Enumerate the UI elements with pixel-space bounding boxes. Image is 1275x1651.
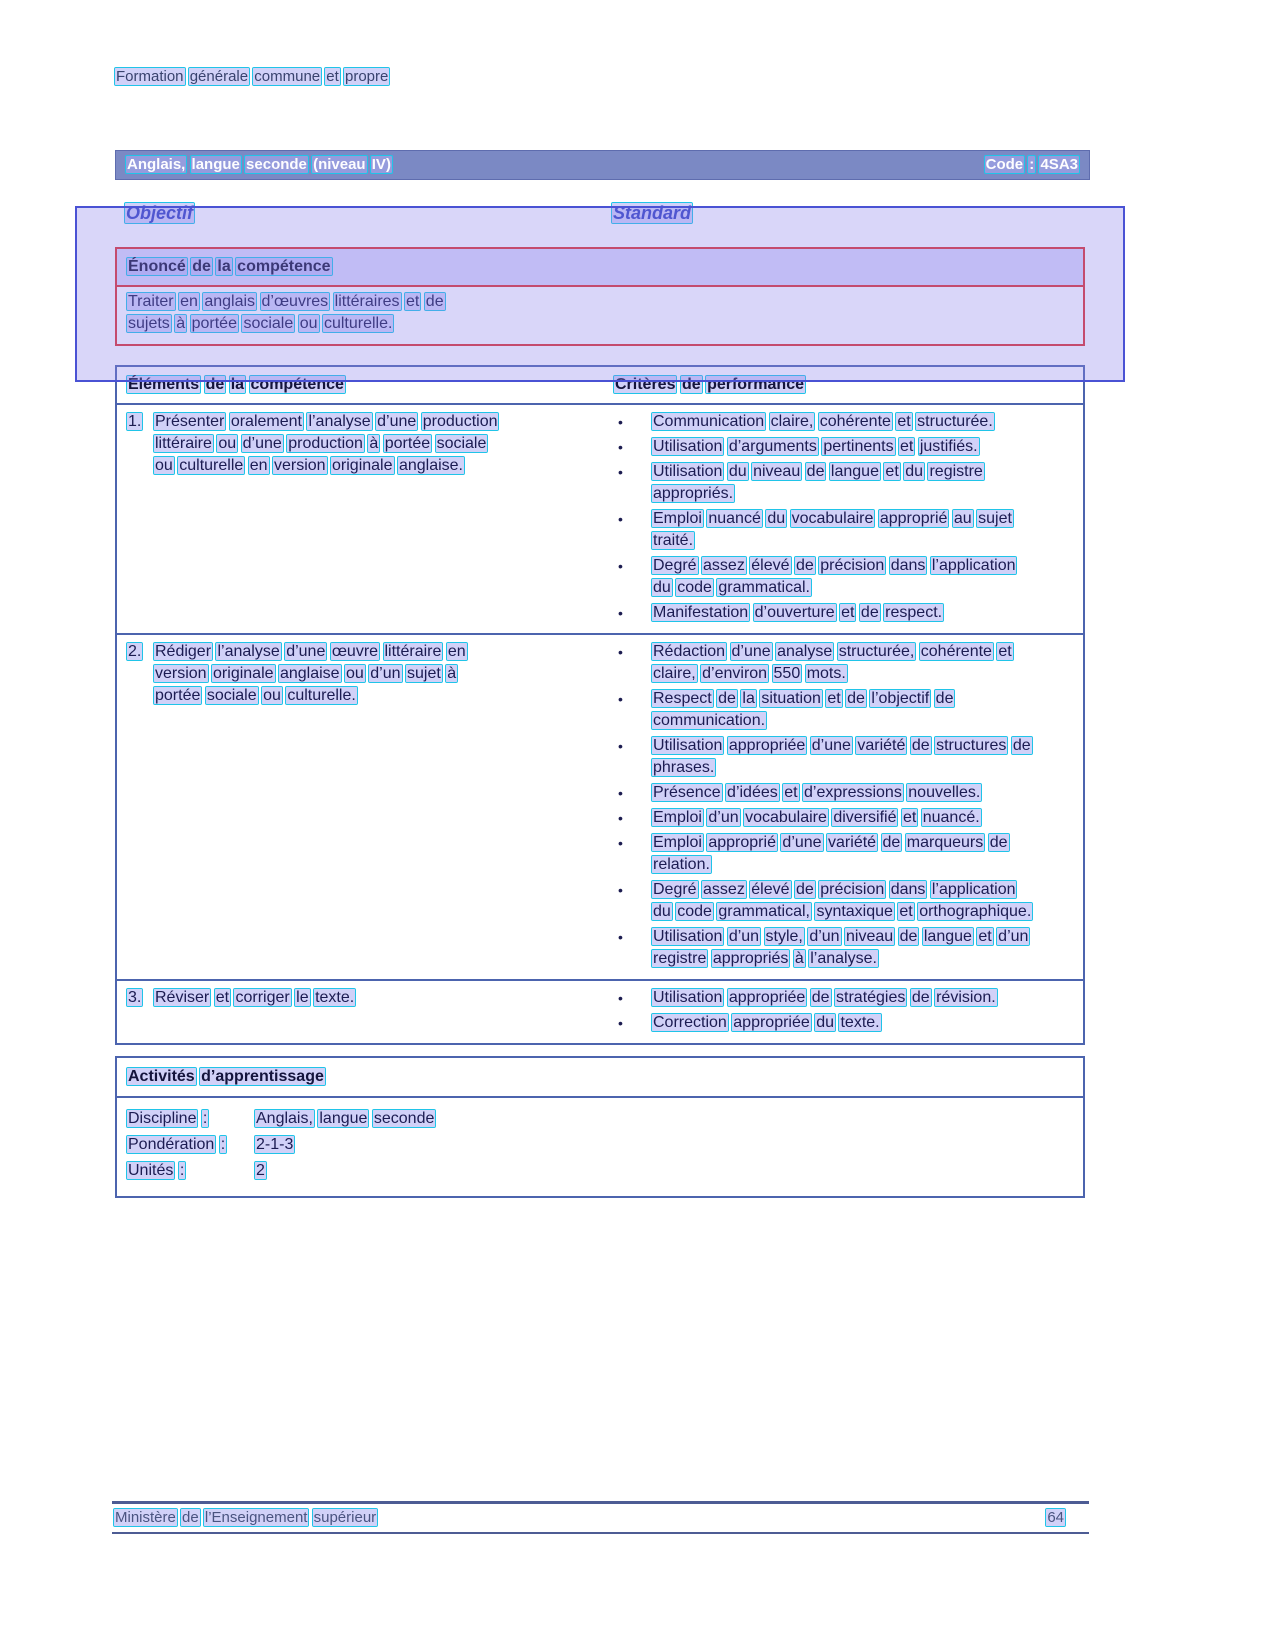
criterion-item	[614, 411, 1083, 433]
elements-header: Éléments de la compétence	[128, 376, 344, 393]
course-title-bar	[115, 150, 1090, 180]
table-row-3	[117, 979, 1083, 1043]
activites-box	[115, 1056, 1085, 1198]
criterion-text: Manifestation d’ouverture et de respect.	[653, 604, 943, 621]
field-value: 2-1-3	[256, 1136, 294, 1153]
table-header-row	[117, 367, 1083, 405]
activites-fields	[117, 1098, 1083, 1196]
bullet-icon: •	[618, 605, 623, 621]
criterion-text: Utilisation appropriée de stratégies de révision.	[653, 989, 996, 1006]
element-cell	[117, 641, 614, 973]
bullet-icon: •	[618, 882, 623, 898]
bullet-icon: •	[618, 738, 623, 754]
criterion-item	[614, 735, 1083, 779]
course-title: Anglais, langue seconde (niveau IV)	[127, 156, 391, 173]
bullet-icon: •	[618, 990, 623, 1006]
page-number: 64	[1047, 1509, 1064, 1526]
bullet-icon: •	[618, 414, 623, 430]
criterion-text: Emploi approprié d’une variété de marqueurs de relation.	[653, 834, 1008, 873]
field-label: Pondération :	[128, 1136, 226, 1153]
bullet-icon: •	[618, 785, 623, 801]
bullet-icon: •	[618, 691, 623, 707]
criterion-text: Emploi d’un vocabulaire diversifié et nuancé.	[653, 809, 980, 826]
field-value: Anglais, langue seconde	[256, 1110, 435, 1127]
table-row-1	[117, 405, 1083, 633]
footer-ministry: Ministère de l’Enseignement supérieur	[115, 1509, 377, 1526]
element-text: Rédiger l’analyse d’une œuvre littéraire en version originale anglaise ou d’un sujet à portée sociale ou culturelle.	[155, 643, 466, 704]
course-code: Code : 4SA3	[985, 156, 1078, 173]
bullet-icon: •	[618, 810, 623, 826]
enonce-box	[115, 247, 1085, 346]
competence-table	[115, 365, 1085, 1045]
criterion-item	[614, 508, 1083, 552]
bullet-icon: •	[618, 644, 623, 660]
criterion-text: Degré assez élevé de précision dans l’application du code grammatical.	[653, 557, 1016, 596]
criterion-item	[614, 832, 1083, 876]
criterion-item	[614, 461, 1083, 505]
criterion-text: Respect de la situation et de l’objectif de communication.	[653, 690, 954, 729]
element-number: 3.	[128, 989, 142, 1006]
objectif-heading: Objectif	[126, 203, 194, 223]
criterion-item	[614, 926, 1083, 970]
bullet-icon: •	[618, 464, 623, 480]
element-number: 1.	[128, 413, 142, 430]
element-text: Réviser et corriger le texte.	[155, 989, 355, 1006]
field-ponderation	[127, 1132, 1073, 1158]
criteria-cell	[614, 641, 1083, 973]
bullet-icon: •	[618, 558, 623, 574]
criterion-item	[614, 436, 1083, 458]
criterion-text: Utilisation d’arguments pertinents et justifiés.	[653, 438, 978, 455]
bullet-icon: •	[618, 511, 623, 527]
field-discipline	[127, 1106, 1073, 1132]
element-text: Présenter oralement l’analyse d’une production littéraire ou d’une production à portée sociale ou culturelle en version originale anglaise.	[155, 413, 498, 474]
field-unites	[127, 1158, 1073, 1184]
criterion-item	[614, 1012, 1083, 1034]
criteres-header: Critères de performance	[615, 376, 804, 393]
criterion-text: Communication claire, cohérente et structurée.	[653, 413, 993, 430]
criterion-item	[614, 641, 1083, 685]
criterion-text: Présence d’idées et d’expressions nouvelles.	[653, 784, 981, 801]
criterion-text: Degré assez élevé de précision dans l’application du code grammatical, syntaxique et orthographique.	[653, 881, 1032, 920]
enonce-heading: Énoncé de la compétence	[117, 249, 1083, 287]
criteria-cell	[614, 411, 1083, 627]
page-footer	[112, 1501, 1089, 1534]
criterion-item	[614, 879, 1083, 923]
table-row-2	[117, 633, 1083, 979]
bullet-icon: •	[618, 835, 623, 851]
element-cell	[117, 987, 614, 1037]
field-value: 2	[256, 1162, 265, 1179]
field-label: Discipline :	[128, 1110, 208, 1127]
enonce-body: Traiter en anglais d’œuvres littéraires et de sujets à portée sociale ou culturelle.	[128, 293, 444, 332]
element-cell	[117, 411, 614, 627]
activites-heading: Activités d’apprentissage	[117, 1058, 1083, 1098]
bullet-icon: •	[618, 929, 623, 945]
criterion-item	[614, 555, 1083, 599]
criterion-item	[614, 688, 1083, 732]
criterion-text: Correction appropriée du texte.	[653, 1014, 880, 1031]
element-number: 2.	[128, 643, 142, 660]
criterion-text: Emploi nuancé du vocabulaire approprié au sujet traité.	[653, 510, 1012, 549]
criterion-text: Utilisation appropriée d’une variété de structures de phrases.	[653, 737, 1031, 776]
criterion-item	[614, 602, 1083, 624]
criterion-text: Utilisation du niveau de langue et du registre appropriés.	[653, 463, 983, 502]
criterion-text: Utilisation d’un style, d’un niveau de langue et d’un registre appropriés à l’analyse.	[653, 928, 1029, 967]
field-label: Unités :	[128, 1162, 185, 1179]
criterion-item	[614, 782, 1083, 804]
criterion-item	[614, 987, 1083, 1009]
criteria-cell	[614, 987, 1083, 1037]
document-category-label: Formation générale commune et propre	[116, 68, 389, 85]
criterion-item	[614, 807, 1083, 829]
bullet-icon: •	[618, 439, 623, 455]
standard-heading: Standard	[613, 203, 692, 223]
criterion-text: Rédaction d’une analyse structurée, cohérente et claire, d’environ 550 mots.	[653, 643, 1012, 682]
bullet-icon: •	[618, 1015, 623, 1031]
